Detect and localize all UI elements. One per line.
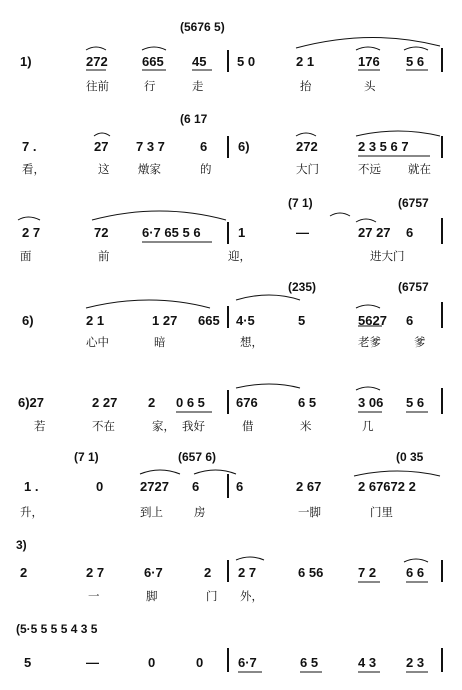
note: — xyxy=(86,655,99,670)
lyric: 的 xyxy=(200,162,212,176)
lyric: 大门 xyxy=(296,162,319,176)
note: 176 xyxy=(358,54,380,69)
note: 2 7 xyxy=(22,225,41,240)
lyric: 米 xyxy=(300,419,312,433)
lyric: 想， xyxy=(240,335,263,349)
slur xyxy=(296,133,316,136)
lyric: 外， xyxy=(240,589,263,603)
barline xyxy=(441,648,443,672)
note: 5 xyxy=(24,655,32,670)
lyric: 前 xyxy=(98,249,110,263)
slur xyxy=(356,387,380,390)
slur xyxy=(92,211,226,220)
slur xyxy=(142,47,166,50)
slur xyxy=(18,217,40,220)
note: 6·7 xyxy=(144,565,163,580)
note: 27 xyxy=(94,139,109,154)
slur xyxy=(356,305,380,308)
lyric: 头 xyxy=(364,79,376,93)
lyric: 燉家 xyxy=(138,162,161,176)
note: 5 xyxy=(298,313,306,328)
barline xyxy=(441,302,443,328)
barline xyxy=(227,648,229,672)
note: 0 xyxy=(196,655,204,670)
barline xyxy=(227,136,229,158)
slur xyxy=(194,470,236,474)
slur xyxy=(296,37,440,48)
slur xyxy=(356,219,376,222)
slur xyxy=(404,559,428,562)
barline xyxy=(441,560,443,582)
lyric: 老爹 xyxy=(358,335,381,349)
lyric: 房 xyxy=(194,505,206,519)
note: 7 3 7 xyxy=(136,139,165,154)
barline xyxy=(227,306,229,328)
note: 0 xyxy=(148,655,156,670)
note: 6 xyxy=(200,139,208,154)
note: 27 27 xyxy=(358,225,391,240)
lyric: 行 xyxy=(144,79,156,93)
note: 0 6 5 xyxy=(176,395,205,410)
barline xyxy=(441,136,443,158)
note: 2 3 xyxy=(406,655,425,670)
lyric: 迎， xyxy=(228,249,251,263)
slur xyxy=(236,557,264,560)
note: 1 27 xyxy=(152,313,178,328)
note: 6 5 xyxy=(300,655,319,670)
note: 4 3 xyxy=(358,655,377,670)
lyric: 面 xyxy=(20,249,32,263)
note: 5 6 xyxy=(406,54,425,69)
note: 2 xyxy=(20,565,28,580)
note: 6 xyxy=(236,479,244,494)
note: 2 7 xyxy=(238,565,257,580)
note: 5 6 xyxy=(406,395,425,410)
annotation: (6757 xyxy=(398,196,429,210)
note: 5 0 xyxy=(237,54,256,69)
note: 6)27 xyxy=(18,395,45,410)
note: 2 xyxy=(204,565,212,580)
slur xyxy=(236,295,300,300)
slur xyxy=(354,471,440,476)
lyric: 脚 xyxy=(146,589,158,603)
barline xyxy=(227,222,229,244)
note: 272 xyxy=(296,139,318,154)
note: 0 xyxy=(96,479,104,494)
note: 7 2 xyxy=(358,565,377,580)
lyric: 抬 xyxy=(300,79,312,93)
note: 6 56 xyxy=(298,565,324,580)
lyric: 就在 xyxy=(408,162,431,176)
barline xyxy=(227,390,229,414)
note: 6 xyxy=(192,479,200,494)
lyric: 进大门 xyxy=(370,249,405,263)
note: 7 . xyxy=(22,139,37,154)
slur xyxy=(404,47,428,50)
lyric: 家， xyxy=(152,419,175,433)
barline xyxy=(441,388,443,414)
lyric: 爹 xyxy=(414,335,426,349)
note: 3 06 xyxy=(358,395,384,410)
annotation: (6 17 xyxy=(180,112,208,126)
lyric: 一脚 xyxy=(298,505,321,519)
lyric: 这 xyxy=(98,162,110,176)
barline xyxy=(227,560,229,582)
note: 2 xyxy=(148,395,156,410)
slur xyxy=(86,47,106,50)
note: 2 3 5 6 7 xyxy=(358,139,409,154)
slur xyxy=(236,384,300,388)
slur xyxy=(356,131,440,136)
note: 2727 xyxy=(140,479,169,494)
annotation: (235) xyxy=(288,280,317,294)
annotation: 3) xyxy=(16,538,27,552)
note: 6) xyxy=(22,313,34,328)
note: 1) xyxy=(20,54,32,69)
annotation: (5676 5) xyxy=(180,20,225,34)
note: 2 27 xyxy=(92,395,118,410)
note: 665 xyxy=(198,313,220,328)
lyric: 门 xyxy=(206,589,218,603)
lyric: 一 xyxy=(88,589,100,603)
lyric: 升， xyxy=(20,505,43,519)
lyric: 不在 xyxy=(92,419,115,433)
annotation: (0 35 xyxy=(396,450,424,464)
barline xyxy=(441,48,443,72)
note: 5627 xyxy=(358,313,387,328)
note: 45 xyxy=(192,54,207,69)
lyric: 借 xyxy=(242,419,254,433)
note: 676 xyxy=(236,395,258,410)
note: 6 6 xyxy=(406,565,425,580)
barline xyxy=(441,218,443,244)
lyric: 我好 xyxy=(182,419,205,433)
note: 2 1 xyxy=(296,54,315,69)
barline xyxy=(227,50,229,72)
slur xyxy=(94,133,110,136)
note: 2 67672 2 xyxy=(358,479,416,494)
lyric: 几 xyxy=(362,419,374,433)
note: 6·7 xyxy=(238,655,257,670)
note: 6 xyxy=(406,225,414,240)
annotation: (5·5 5 5 5 4 3 5 xyxy=(16,622,98,636)
note: 6) xyxy=(238,139,250,154)
lyric: 若 xyxy=(34,419,46,433)
lyric: 暗 xyxy=(154,335,166,349)
lyric: 到上 xyxy=(140,505,163,519)
note: 1 . xyxy=(24,479,39,494)
note: 665 xyxy=(142,54,164,69)
lyric: 往前 xyxy=(86,79,109,93)
note: 2 67 xyxy=(296,479,322,494)
note: 6 5 xyxy=(298,395,317,410)
note: 272 xyxy=(86,54,108,69)
slur xyxy=(356,47,380,50)
barline xyxy=(227,474,229,498)
lyric: 走 xyxy=(192,79,204,93)
lyric: 不远 xyxy=(358,162,381,176)
note: 1 xyxy=(238,225,246,240)
note: 72 xyxy=(94,225,109,240)
note: 6·7 65 5 6 xyxy=(142,225,201,240)
annotation: (7 1) xyxy=(288,196,313,210)
slur xyxy=(140,470,180,474)
annotation: (7 1) xyxy=(74,450,99,464)
note: 4·5 xyxy=(236,313,255,328)
lyric: 门里 xyxy=(370,505,393,519)
note: — xyxy=(296,225,309,240)
note: 2 7 xyxy=(86,565,105,580)
annotation: (657 6) xyxy=(178,450,217,464)
slur xyxy=(86,300,210,308)
annotation: (6757 xyxy=(398,280,429,294)
lyric: 心中 xyxy=(86,335,109,349)
note: 6 xyxy=(406,313,414,328)
note: 2 1 xyxy=(86,313,105,328)
lyric: 看， xyxy=(22,162,45,176)
slur xyxy=(330,213,350,216)
